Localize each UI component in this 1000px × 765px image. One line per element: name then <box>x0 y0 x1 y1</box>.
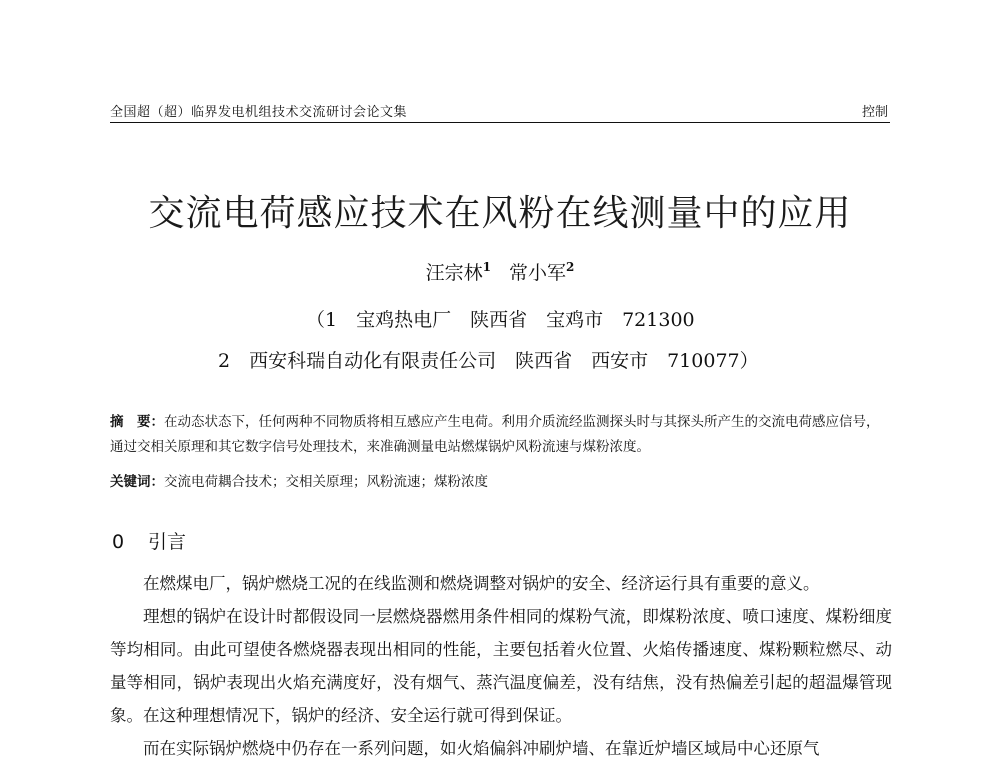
affiliation-2: 2 西安科瑞自动化有限责任公司 陕西省 西安市 710077） <box>218 350 759 372</box>
keywords <box>110 470 890 490</box>
abstract-text: 在动态状态下，任何两种不同物质将相互感应产生电荷。利用介质流经监测探头时与其探头所产生的交流电荷感应信号，通过交相关原理和其它数字信号处理技术，来准确测量电站燃煤锅炉风粉流速与煤粉浓度。 <box>110 414 880 455</box>
author-name: 汪宗林 <box>425 262 483 284</box>
body-text <box>110 567 892 765</box>
journal-name: 全国超（超）临界发电机组技术交流研讨会论文集 <box>110 105 408 120</box>
author-affiliation-mark: 1 <box>482 260 491 274</box>
section-heading <box>112 527 186 554</box>
paragraph: 理想的锅炉在设计时都假设同一层燃烧器燃用条件相同的煤粉气流，即煤粉浓度、喷口速度、煤粉细度等均相同。由此可望使各燃烧器表现出相同的性能，主要包括着火位置、火焰传播速度、煤粉颗粒燃尽、动量等相同，锅炉表现出火焰充满度好，没有烟气、蒸汽温度偏差，没有结焦，没有热偏差引起的超温爆管现象。在这种理想情况下，锅炉的经济、安全运行就可得到保证。 <box>110 607 892 725</box>
paragraph: 而在实际锅炉燃烧中仍存在一系列问题，如火焰偏斜冲刷炉墙、在靠近炉墙区域局中心还原气 <box>143 739 820 758</box>
affiliation-1: （1 宝鸡热电厂 陕西省 宝鸡市 721300 <box>306 309 695 331</box>
paper-title: 交流电荷感应技术在风粉在线测量中的应用 <box>148 193 852 234</box>
abstract-label: 摘 要： <box>110 414 164 430</box>
section-title: 引言 <box>148 531 187 553</box>
section-number: 0 <box>112 531 125 553</box>
section-name: 控制 <box>861 105 888 120</box>
running-header <box>110 98 890 123</box>
keywords-text: 交流电荷耦合技术；交相关原理；风粉流速；煤粉浓度 <box>164 474 488 490</box>
abstract <box>110 410 890 460</box>
author-affiliation-mark: 2 <box>566 260 575 274</box>
keywords-label: 关键词： <box>110 474 164 490</box>
paragraph: 在燃煤电厂，锅炉燃烧工况的在线监测和燃烧调整对锅炉的安全、经济运行具有重要的意义。 <box>143 574 820 593</box>
author-line <box>0 258 1000 285</box>
author-name: 常小军 <box>509 262 567 284</box>
